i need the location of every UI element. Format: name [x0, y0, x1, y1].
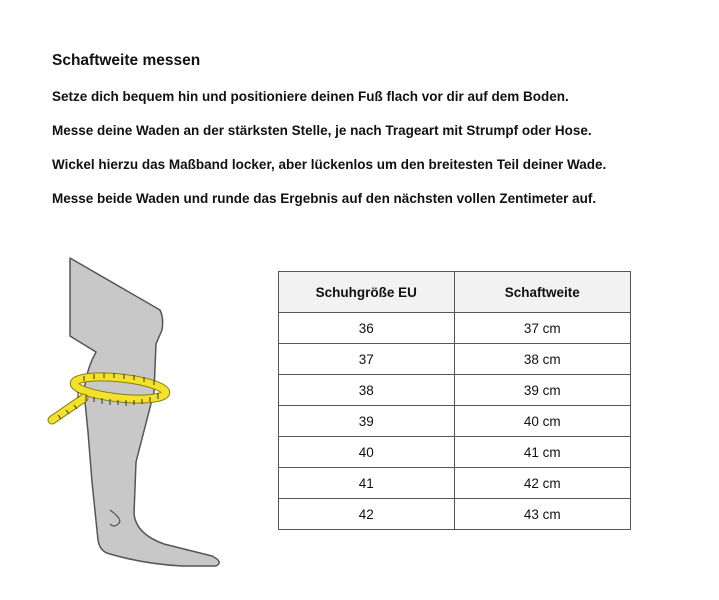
instruction-list [52, 88, 606, 224]
leg-silhouette [70, 258, 219, 566]
table-header-row [279, 272, 631, 313]
table-row [279, 344, 631, 375]
shoe-size-cell: 39 [279, 406, 455, 437]
shoe-size-cell: 38 [279, 375, 455, 406]
table-row [279, 313, 631, 344]
column-header-shoe-size: Schuhgröße EU [279, 272, 455, 313]
table-row [279, 375, 631, 406]
table-row [279, 406, 631, 437]
column-header-shaft-width: Schaftweite [454, 272, 631, 313]
shaft-width-cell: 43 cm [454, 499, 631, 530]
shaft-width-cell: 42 cm [454, 468, 631, 499]
instruction-step: Messe beide Waden und runde das Ergebnis auf den nächsten vollen Zentimeter auf. [52, 191, 597, 206]
table-row [279, 499, 631, 530]
shoe-size-cell: 41 [279, 468, 455, 499]
shoe-size-cell: 40 [279, 437, 455, 468]
leg-with-measuring-tape-icon [44, 252, 234, 570]
shoe-size-cell: 36 [279, 313, 455, 344]
shaft-width-cell: 39 cm [454, 375, 631, 406]
shoe-size-cell: 42 [279, 499, 455, 530]
shaft-width-cell: 37 cm [454, 313, 631, 344]
shaft-width-cell: 38 cm [454, 344, 631, 375]
shoe-size-cell: 37 [279, 344, 455, 375]
page-title: Schaftweite messen [52, 52, 201, 69]
instruction-step: Wickel hierzu das Maßband locker, aber lückenlos um den breitesten Teil deiner Wade. [52, 157, 607, 172]
table-row [279, 468, 631, 499]
size-table [278, 271, 631, 530]
instruction-step: Messe deine Waden an der stärksten Stelle, je nach Trageart mit Strumpf oder Hose. [52, 123, 592, 138]
shaft-width-cell: 40 cm [454, 406, 631, 437]
shaft-width-cell: 41 cm [454, 437, 631, 468]
table-row [279, 437, 631, 468]
instruction-step: Setze dich bequem hin und positioniere deinen Fuß flach vor dir auf dem Boden. [52, 89, 569, 104]
